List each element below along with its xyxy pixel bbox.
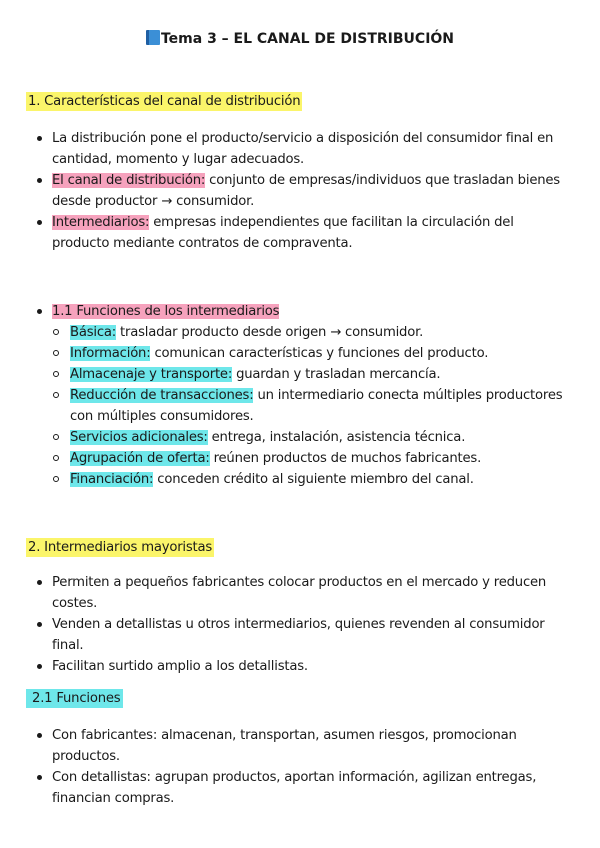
section-1-list <box>0 128 562 254</box>
list-item: Servicios adicionales: entrega, instalación, asistencia técnica. <box>0 427 570 448</box>
section-2-heading: 2. Intermediarios mayoristas <box>28 540 213 555</box>
page-title <box>0 30 600 47</box>
list-item: La distribución pone el producto/servicio a disposición del consumidor final en cantidad, momento y lugar adecuados. <box>0 128 562 170</box>
section-2-1-list <box>0 725 562 809</box>
term-highlight: El canal de distribución: <box>52 173 206 188</box>
term-highlight: Básica: <box>70 325 117 340</box>
list-item: Reducción de transacciones: un intermediario conecta múltiples productores con múltiples consumidores. <box>0 385 570 427</box>
term-highlight: Servicios adicionales: <box>70 430 208 445</box>
book-icon <box>146 30 160 45</box>
term-highlight: Información: <box>70 346 151 361</box>
term-highlight: Reducción de transacciones: <box>70 388 254 403</box>
list-item: Financiación: conceden crédito al siguiente miembro del canal. <box>0 469 570 490</box>
page-title-text: Tema 3 – EL CANAL DE DISTRIBUCIÓN <box>160 31 455 47</box>
section-1-heading: 1. Características del canal de distribución <box>28 94 301 109</box>
list-item: Básica: trasladar producto desde origen → consumidor. <box>0 322 570 343</box>
section-1-1-heading: 1.1 Funciones de los intermediarios <box>0 301 562 322</box>
list-item: Almacenaje y transporte: guardan y trasladan mercancía. <box>0 364 570 385</box>
list-item: El canal de distribución: conjunto de empresas/individuos que trasladan bienes desde productor → consumidor. <box>0 170 562 212</box>
list-item: Agrupación de oferta: reúnen productos de muchos fabricantes. <box>0 448 570 469</box>
list-item: Venden a detallistas u otros intermediarios, quienes revenden al consumidor final. <box>0 614 562 656</box>
section-2-1-heading: 2.1 Funciones <box>26 691 123 706</box>
section-2-list <box>0 572 562 677</box>
list-item: Con detallistas: agrupan productos, aportan información, agilizan entregas, financian compras. <box>0 767 562 809</box>
term-highlight: Intermediarios: <box>52 215 150 230</box>
list-item: Información: comunican características y funciones del producto. <box>0 343 570 364</box>
list-item: Con fabricantes: almacenan, transportan, asumen riesgos, promocionan productos. <box>0 725 562 767</box>
term-highlight: Almacenaje y transporte: <box>70 367 233 382</box>
list-item: Permiten a pequeños fabricantes colocar productos en el mercado y reducen costes. <box>0 572 562 614</box>
section-1-1-list <box>0 301 570 490</box>
list-item: Facilitan surtido amplio a los detallistas. <box>0 656 562 677</box>
term-highlight: Financiación: <box>70 472 154 487</box>
list-item: Intermediarios: empresas independientes que facilitan la circulación del producto mediante contratos de compraventa. <box>0 212 562 254</box>
term-highlight: Agrupación de oferta: <box>70 451 210 466</box>
